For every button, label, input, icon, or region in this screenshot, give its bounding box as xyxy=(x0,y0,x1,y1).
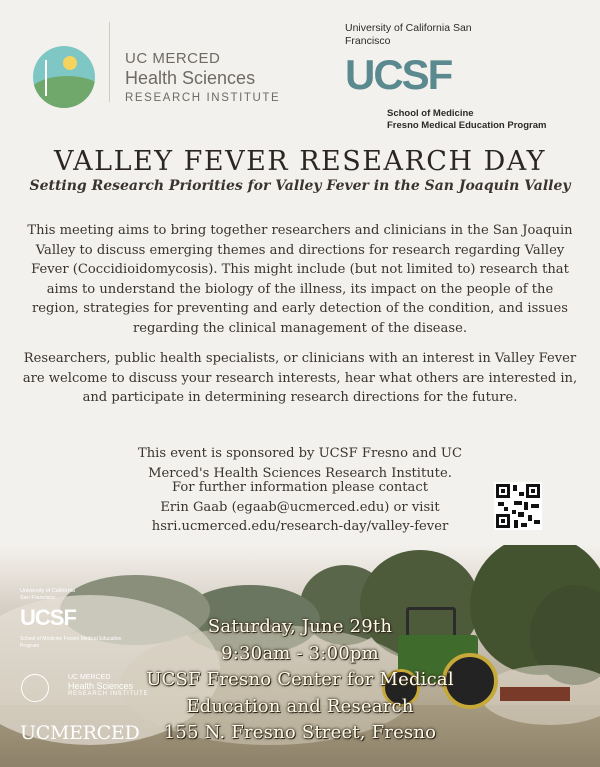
footer-hsri-line1: UC MERCED xyxy=(68,674,111,681)
hsri-line3: RESEARCH INSTITUTE xyxy=(125,92,281,104)
footer-ucsf-university: University of California San Francisco xyxy=(20,588,76,601)
event-time: 9:30am - 3:00pm xyxy=(221,642,379,664)
footer-ucmerced-logo: UCMERCED xyxy=(20,722,140,744)
event-venue-line2: Education and Research xyxy=(186,695,414,717)
footer-hsri-icon xyxy=(21,674,49,702)
footer-ucsf-mark: UCSF xyxy=(20,605,76,630)
ucsf-university: University of California San Francisco xyxy=(345,22,472,47)
sponsor-paragraph: This event is sponsored by UCSF Fresno and UC Merced's Health Sciences Research Institute. xyxy=(138,446,462,481)
contact-info xyxy=(60,478,540,517)
footer-hsri-wordmark xyxy=(68,674,148,697)
page-subtitle: Setting Research Priorities for Valley Fever in the San Joaquin Valley xyxy=(29,178,571,194)
hsri-wordmark xyxy=(125,50,280,104)
footer-hsri-line2: Health Sciences xyxy=(68,681,134,691)
contact-line2: Erin Gaab (egaab@ucmerced.edu) or visit xyxy=(160,499,440,515)
ucsf-school-line1: School of Medicine xyxy=(387,108,474,119)
event-details xyxy=(140,614,460,747)
hsri-line2: Health Sciences xyxy=(125,68,256,88)
logo-divider xyxy=(109,22,110,102)
event-date: Saturday, June 29th xyxy=(207,616,393,637)
hsri-logo-icon xyxy=(33,46,95,108)
page-title: VALLEY FEVER RESEARCH DAY xyxy=(54,146,546,177)
ucsf-logo xyxy=(345,22,546,132)
intro-paragraph: This meeting aims to bring together researchers and clinicians in the San Joaquin Valley to discuss emerging themes and directions for research regarding Valley Fever (Coccidioidomycosis). This might include (but not limited to) research that aims to understand the biology of the illness, its impact on the people of the region, strategies for preventing and early detection of the condition, and issues regarding the clinical management of the disease. xyxy=(27,223,573,336)
hsri-line1: UC MERCED xyxy=(125,50,221,67)
footer-ucsf-logo xyxy=(20,588,130,650)
footer-hsri-line3: RESEARCH INSTITUTE xyxy=(68,691,149,697)
ucsf-mark: UCSF xyxy=(345,51,452,98)
contact-line1: For further information please contact xyxy=(172,480,428,495)
footer-ucsf-school: School of Medicine Fresno Medical Education Program xyxy=(20,636,122,649)
ucsf-school-line2: Fresno Medical Education Program xyxy=(387,120,547,131)
event-venue-line1: UCSF Fresno Center for Medical xyxy=(146,669,454,690)
event-address: 155 N. Fresno Street, Fresno xyxy=(163,722,437,743)
audience-paragraph: Researchers, public health specialists, or clinicians with an interest in Valley Fever are welcome to discuss your research interests, hear what others are interested in, and participate in determining research directions for the future. xyxy=(22,351,578,405)
event-url-link[interactable]: hsri.ucmerced.edu/research-day/valley-fever xyxy=(151,519,449,534)
qr-code-icon[interactable] xyxy=(494,482,542,530)
